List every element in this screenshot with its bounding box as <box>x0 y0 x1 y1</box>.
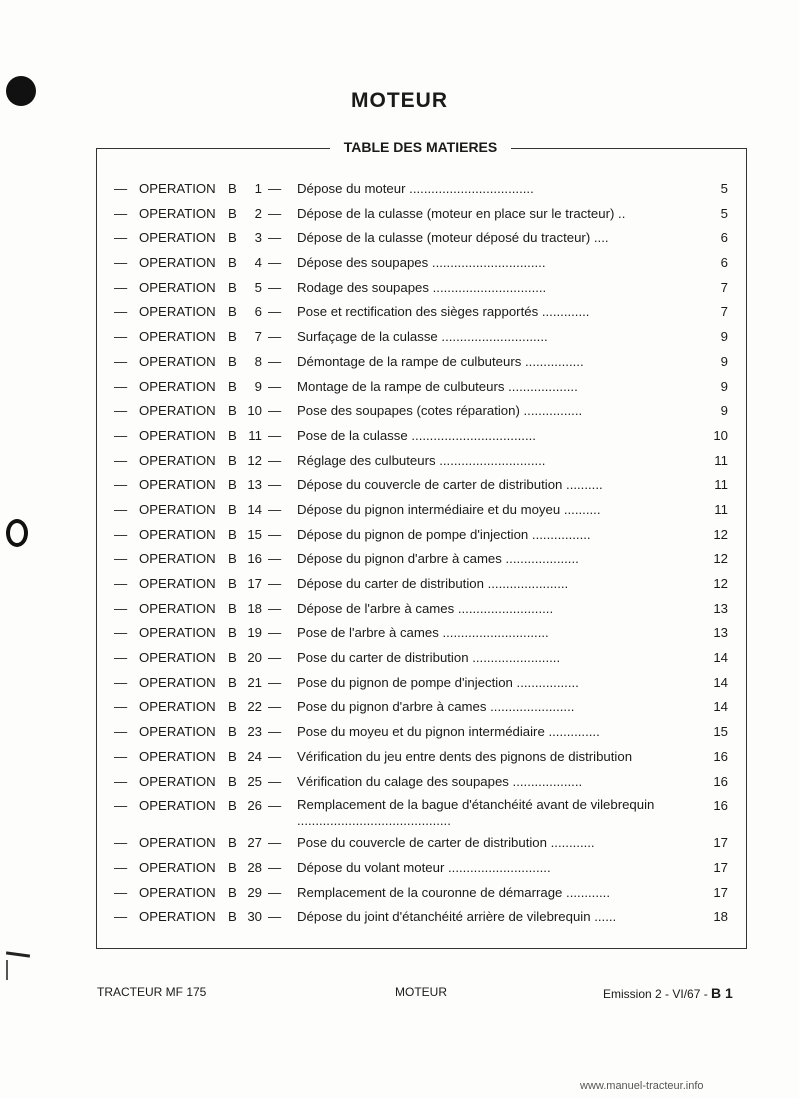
toc-dash: — <box>114 699 128 715</box>
page-number: 11 <box>714 477 728 493</box>
operation-number: 10 <box>247 403 262 419</box>
operation-number: 16 <box>247 551 262 567</box>
operation-letter: B <box>228 859 237 875</box>
toc-dash: — <box>114 279 128 295</box>
toc-row <box>0 328 799 353</box>
operation-number: 15 <box>247 526 262 542</box>
operation-title: Dépose du pignon de pompe d'injection ................ <box>297 526 591 542</box>
operation-letter: B <box>228 625 237 641</box>
toc-dash: — <box>268 205 282 221</box>
operation-number: 25 <box>247 773 262 789</box>
page-number: 16 <box>713 773 728 789</box>
toc-dash: — <box>268 625 282 641</box>
operation-title: Dépose du carter de distribution ...................... <box>297 576 569 591</box>
operation-title: Surfaçage de la culasse ............................. <box>297 329 548 345</box>
operation-label: OPERATION <box>139 329 216 345</box>
operation-letter: B <box>228 798 237 814</box>
page-number: 9 <box>720 353 728 369</box>
operation-label: OPERATION <box>139 181 216 196</box>
toc-dash: — <box>268 378 282 394</box>
operation-label: OPERATION <box>139 576 216 591</box>
operation-letter: B <box>228 724 237 740</box>
toc-dash: — <box>268 748 282 764</box>
operation-number: 3 <box>254 230 262 246</box>
operation-letter: B <box>228 329 237 345</box>
operation-label: OPERATION <box>139 909 216 925</box>
footer-edition <box>603 985 733 1001</box>
toc-row <box>0 797 799 834</box>
operation-label: OPERATION <box>139 205 216 221</box>
operation-number: 20 <box>247 650 262 666</box>
operation-label: OPERATION <box>139 551 216 567</box>
page-number: 5 <box>720 205 728 221</box>
toc-dash: — <box>114 859 128 875</box>
toc-row <box>0 452 799 477</box>
footer-edition-text: Emission 2 - VI/67 - <box>603 987 708 1001</box>
operation-title: Dépose du volant moteur ............................ <box>297 859 551 875</box>
operation-title: Vérification du jeu entre dents des pignons de distribution <box>297 748 633 764</box>
operation-label: OPERATION <box>139 699 216 715</box>
toc-dash: — <box>114 650 128 666</box>
operation-label: OPERATION <box>139 773 216 789</box>
toc-dash: — <box>268 403 282 419</box>
operation-label: OPERATION <box>139 650 216 666</box>
toc-row <box>0 600 799 625</box>
operation-number: 27 <box>247 835 262 851</box>
toc-dash: — <box>114 625 128 641</box>
page-number: 12 <box>713 576 728 591</box>
operation-label: OPERATION <box>139 674 216 690</box>
toc-row <box>0 550 799 575</box>
toc-dash: — <box>268 181 282 196</box>
operation-title: Réglage des culbuteurs ............................. <box>297 452 546 468</box>
operation-label: OPERATION <box>139 600 216 616</box>
operation-title: Dépose du pignon d'arbre à cames .................... <box>297 551 579 567</box>
toc-dash: — <box>114 230 128 246</box>
operation-number: 6 <box>254 304 262 320</box>
toc-row <box>0 476 799 501</box>
toc-row <box>0 884 799 909</box>
operation-number: 13 <box>247 477 262 493</box>
page-number: 5 <box>720 181 728 196</box>
operation-letter: B <box>228 427 237 443</box>
toc-row <box>0 427 799 452</box>
page-number: 16 <box>713 798 728 814</box>
page-number: 7 <box>720 304 728 320</box>
toc-row <box>0 674 799 699</box>
toc-dash: — <box>114 526 128 542</box>
toc-dash: — <box>114 724 128 740</box>
toc-dash: — <box>114 205 128 221</box>
operation-letter: B <box>228 501 237 517</box>
operation-title: Pose du carter de distribution ........................ <box>297 650 561 666</box>
toc-dash: — <box>268 477 282 493</box>
operation-letter: B <box>228 699 237 715</box>
toc-row <box>0 649 799 674</box>
toc-dash: — <box>114 773 128 789</box>
page-number: 10 <box>713 427 728 443</box>
operation-number: 5 <box>254 279 262 295</box>
operation-label: OPERATION <box>139 501 216 517</box>
toc-dash: — <box>268 674 282 690</box>
toc-row <box>0 526 799 551</box>
toc-dash: — <box>114 600 128 616</box>
operation-title: Pose de la culasse .................................. <box>297 427 536 443</box>
toc-dash: — <box>114 452 128 468</box>
margin-mark <box>6 951 30 957</box>
toc-dash: — <box>114 674 128 690</box>
operation-label: OPERATION <box>139 279 216 295</box>
toc-row <box>0 501 799 526</box>
toc-dash: — <box>114 884 128 900</box>
operation-letter: B <box>228 835 237 851</box>
toc-dash: — <box>114 403 128 419</box>
operation-label: OPERATION <box>139 798 216 814</box>
operation-label: OPERATION <box>139 724 216 740</box>
toc-dash: — <box>114 353 128 369</box>
operation-label: OPERATION <box>139 526 216 542</box>
operation-label: OPERATION <box>139 452 216 468</box>
operation-letter: B <box>228 255 237 271</box>
operation-title: Pose du pignon de pompe d'injection ................. <box>297 674 579 690</box>
toc-row <box>0 279 799 304</box>
operation-number: 29 <box>247 884 262 900</box>
toc-dash: — <box>268 699 282 715</box>
page-number: 16 <box>713 748 728 764</box>
toc-dash: — <box>114 501 128 517</box>
page-number: 15 <box>713 724 728 740</box>
page-number: 13 <box>713 625 728 641</box>
operation-title: Pose du pignon d'arbre à cames ....................... <box>297 699 575 715</box>
operation-number: 24 <box>247 748 262 764</box>
toc-row <box>0 624 799 649</box>
operation-number: 7 <box>254 329 262 345</box>
operation-letter: B <box>228 748 237 764</box>
operation-letter: B <box>228 909 237 925</box>
page-number: 17 <box>713 884 728 900</box>
toc-dash: — <box>268 230 282 246</box>
toc-row <box>0 303 799 328</box>
toc-dash: — <box>268 835 282 851</box>
operation-title: Dépose de l'arbre à cames .......................... <box>297 600 554 616</box>
page-number: 11 <box>714 501 728 517</box>
operation-title: Montage de la rampe de culbuteurs ................... <box>297 378 578 394</box>
operation-label: OPERATION <box>139 403 216 419</box>
operation-letter: B <box>228 650 237 666</box>
toc-dash: — <box>268 255 282 271</box>
page-number: 17 <box>713 859 728 875</box>
toc-dash: — <box>268 576 282 591</box>
margin-mark <box>6 960 8 980</box>
toc-row <box>0 834 799 859</box>
toc-row <box>0 353 799 378</box>
operation-label: OPERATION <box>139 304 216 320</box>
footer-page-number: B 1 <box>711 985 733 1001</box>
operation-number: 12 <box>247 452 262 468</box>
toc-dash: — <box>114 304 128 320</box>
footer-section: MOTEUR <box>395 985 447 999</box>
toc-dash: — <box>114 835 128 851</box>
operation-label: OPERATION <box>139 835 216 851</box>
toc-heading: TABLE DES MATIERES <box>343 139 498 155</box>
toc-dash: — <box>268 884 282 900</box>
page-number: 9 <box>720 378 728 394</box>
page-number: 12 <box>713 551 728 567</box>
operation-label: OPERATION <box>139 884 216 900</box>
toc-dash: — <box>268 304 282 320</box>
operation-title: Rodage des soupapes ............................... <box>297 279 547 295</box>
operation-label: OPERATION <box>139 859 216 875</box>
toc-row <box>0 402 799 427</box>
page-number: 11 <box>714 452 728 468</box>
toc-dash: — <box>114 748 128 764</box>
page-number: 13 <box>713 600 728 616</box>
operation-number: 18 <box>247 600 262 616</box>
operation-title: Pose des soupapes (cotes réparation) ................ <box>297 403 583 419</box>
toc-dash: — <box>268 279 282 295</box>
operation-number: 8 <box>254 353 262 369</box>
operation-title: Démontage de la rampe de culbuteurs ................ <box>297 353 584 369</box>
operation-title: Pose du couvercle de carter de distribution ............ <box>297 835 595 851</box>
toc-dash: — <box>268 526 282 542</box>
operation-number: 9 <box>254 378 262 394</box>
operation-title: Dépose des soupapes ............................... <box>297 255 546 271</box>
page-number: 14 <box>713 674 728 690</box>
toc-dash: — <box>268 909 282 925</box>
operation-letter: B <box>228 526 237 542</box>
toc-dash: — <box>268 600 282 616</box>
toc-dash: — <box>268 452 282 468</box>
table-of-contents <box>0 180 799 933</box>
toc-dash: — <box>268 859 282 875</box>
page-number: 9 <box>720 403 728 419</box>
operation-label: OPERATION <box>139 748 216 764</box>
operation-number: 11 <box>248 427 262 443</box>
toc-dash: — <box>114 329 128 345</box>
page-number: 7 <box>720 279 728 295</box>
toc-dash: — <box>268 724 282 740</box>
operation-title: Remplacement de la couronne de démarrage ............ <box>297 884 611 900</box>
page-number: 9 <box>720 329 728 345</box>
operation-letter: B <box>228 600 237 616</box>
toc-dash: — <box>114 576 128 591</box>
page-number: 14 <box>713 650 728 666</box>
operation-title: Dépose du joint d'étanchéité arrière de vilebrequin ...... <box>297 909 617 925</box>
website-watermark: www.manuel-tracteur.info <box>580 1080 704 1092</box>
operation-number: 1 <box>254 181 262 196</box>
footer-model: TRACTEUR MF 175 <box>97 985 207 999</box>
toc-row <box>0 748 799 773</box>
operation-number: 23 <box>247 724 262 740</box>
operation-number: 2 <box>254 205 262 221</box>
operation-label: OPERATION <box>139 427 216 443</box>
operation-title: Pose et rectification des sièges rapportés ............. <box>297 304 590 320</box>
operation-label: OPERATION <box>139 255 216 271</box>
operation-title: Pose de l'arbre à cames ............................. <box>297 625 549 641</box>
toc-dash: — <box>114 427 128 443</box>
operation-title: Pose du moyeu et du pignon intermédiaire .............. <box>297 724 600 740</box>
toc-row <box>0 859 799 884</box>
toc-dash: — <box>268 427 282 443</box>
operation-label: OPERATION <box>139 378 216 394</box>
operation-letter: B <box>228 477 237 493</box>
operation-number: 21 <box>247 674 262 690</box>
page-number: 6 <box>720 230 728 246</box>
toc-row <box>0 180 799 205</box>
operation-letter: B <box>228 576 237 591</box>
operation-letter: B <box>228 279 237 295</box>
operation-title: Remplacement de la bague d'étanchéité avant de vilebrequin .......................................... <box>297 797 655 829</box>
toc-dash: — <box>114 378 128 394</box>
toc-dash: — <box>268 551 282 567</box>
operation-label: OPERATION <box>139 477 216 493</box>
operation-number: 19 <box>247 625 262 641</box>
toc-dash: — <box>268 798 282 814</box>
operation-title: Dépose de la culasse (moteur déposé du tracteur) .... <box>297 230 609 246</box>
operation-label: OPERATION <box>139 230 216 246</box>
operation-title: Dépose du pignon intermédiaire et du moyeu .......... <box>297 501 601 517</box>
operation-label: OPERATION <box>139 353 216 369</box>
toc-row <box>0 698 799 723</box>
operation-letter: B <box>228 403 237 419</box>
toc-dash: — <box>268 773 282 789</box>
toc-dash: — <box>268 501 282 517</box>
toc-dash: — <box>268 650 282 666</box>
toc-dash: — <box>114 181 128 196</box>
toc-dash: — <box>114 551 128 567</box>
page-number: 12 <box>713 526 728 542</box>
operation-letter: B <box>228 378 237 394</box>
toc-row <box>0 908 799 933</box>
page-title: MOTEUR <box>351 89 448 112</box>
operation-number: 22 <box>247 699 262 715</box>
operation-letter: B <box>228 674 237 690</box>
toc-row <box>0 723 799 748</box>
toc-dash: — <box>114 909 128 925</box>
toc-dash: — <box>114 255 128 271</box>
operation-letter: B <box>228 181 237 196</box>
toc-row <box>0 378 799 403</box>
toc-dash: — <box>114 477 128 493</box>
operation-title: Vérification du calage des soupapes ................... <box>297 773 583 789</box>
toc-dash: — <box>268 353 282 369</box>
operation-number: 17 <box>247 576 262 591</box>
toc-row <box>0 575 799 600</box>
operation-letter: B <box>228 205 237 221</box>
operation-number: 26 <box>247 798 262 814</box>
operation-letter: B <box>228 773 237 789</box>
operation-number: 30 <box>247 909 262 925</box>
operation-letter: B <box>228 452 237 468</box>
operation-letter: B <box>228 230 237 246</box>
operation-number: 4 <box>254 255 262 271</box>
operation-letter: B <box>228 304 237 320</box>
page-number: 18 <box>713 909 728 925</box>
page-number: 6 <box>720 255 728 271</box>
operation-label: OPERATION <box>139 625 216 641</box>
page-number: 14 <box>713 699 728 715</box>
operation-title: Dépose de la culasse (moteur en place sur le tracteur) .. <box>297 205 626 221</box>
operation-letter: B <box>228 551 237 567</box>
operation-letter: B <box>228 353 237 369</box>
operation-number: 28 <box>247 859 262 875</box>
toc-dash: — <box>114 798 128 814</box>
toc-row <box>0 229 799 254</box>
operation-title: Dépose du couvercle de carter de distribution .......... <box>297 477 603 493</box>
toc-dash: — <box>268 329 282 345</box>
operation-number: 14 <box>247 501 262 517</box>
toc-row <box>0 205 799 230</box>
page-number: 17 <box>713 835 728 851</box>
toc-row <box>0 254 799 279</box>
operation-title: Dépose du moteur .................................. <box>297 181 534 196</box>
toc-row <box>0 773 799 798</box>
operation-letter: B <box>228 884 237 900</box>
